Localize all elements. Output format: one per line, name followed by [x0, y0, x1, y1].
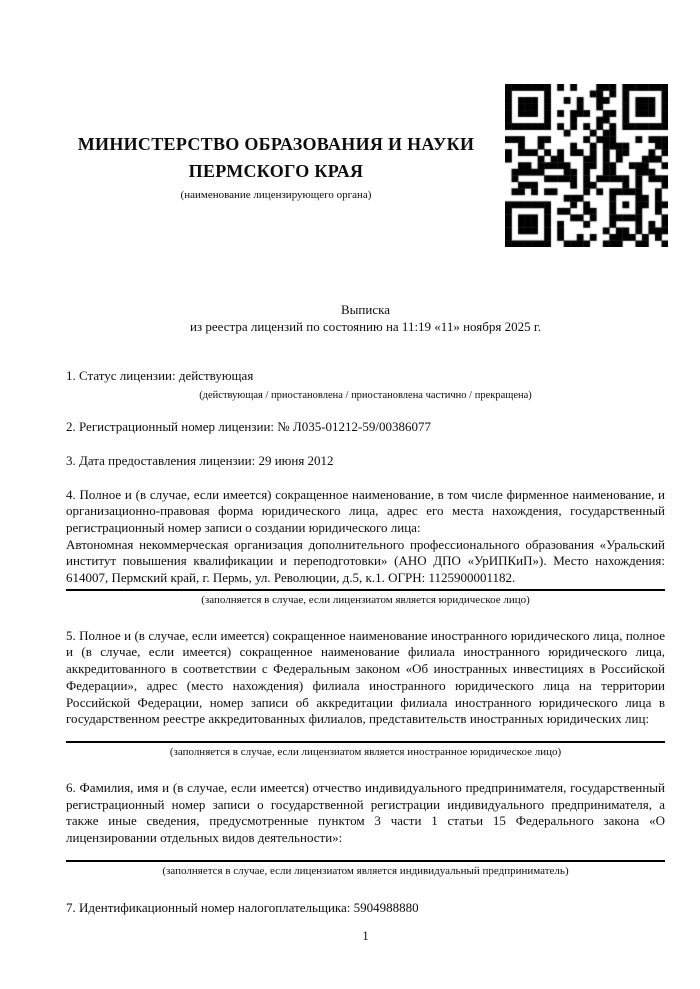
document-subtitle-date: из реестра лицензий по состоянию на 11:19 «11» ноября 2025 г.	[190, 318, 541, 334]
foreign-entity-fill-caption: (заполняется в случае, если лицензиатом является иностранное юридическое лицо)	[169, 745, 562, 758]
ministry-name-line1: МИНИСТЕРСТВО ОБРАЗОВАНИЯ И НАУКИ	[77, 134, 475, 154]
legal-entity-item-value: Автономная некоммерческая организация дополнительного профессионального образования «Уральский институт повышения квалификации и переподготовки» (АНО ДПО «УрИПКиП»). Место нахождения: 614007, Пермский край, г. Пермь, ул. Революции, д.5, к.1. ОГРН: 1125900001182.	[66, 536, 665, 586]
legal-entity-item	[66, 487, 665, 607]
licensing-authority-caption: (наименование лицензирующего органа)	[180, 189, 372, 201]
grant-date-item: 3. Дата предоставления лицензии: 29 июня 2012	[66, 452, 334, 468]
page-number: 1	[362, 929, 369, 944]
individual-entrepreneur-fill-rule	[66, 860, 665, 862]
legal-entity-fill-caption: (заполняется в случае, если лицензиатом является юридическое лицо)	[201, 593, 530, 606]
individual-entrepreneur-item-label: 6. Фамилия, имя и (в случае, если имеется) отчество индивидуального предпринимателя, государственный регистрационный номер записи о государственной регистрации индивидуального предпринимателя, а также иные сведения, предусмотренные пунктом 3 части 1 статьи 15 Федерального закона «О лицензировании отдельных видов деятельности»:	[66, 779, 665, 846]
license-status-options-note: (действующая / приостановлена / приостановлена частично / прекращена)	[199, 390, 532, 402]
legal-entity-item-label: 4. Полное и (в случае, если имеется) сокращенное наименование, в том числе фирменное наименование, и организационно-правовая форма юридического лица, адрес его места нахождения, государственный регистрационный номер записи о создании юридического лица:	[66, 486, 665, 535]
legal-entity-fill-rule	[66, 589, 665, 591]
ministry-name-line2: ПЕРМСКОГО КРАЯ	[188, 161, 364, 181]
document-title-block	[66, 302, 665, 335]
document-content	[66, 0, 665, 944]
foreign-entity-item	[66, 628, 665, 759]
license-status-item: 1. Статус лицензии: действующая	[66, 368, 254, 384]
document-title: Выписка	[341, 302, 390, 317]
foreign-entity-item-label: 5. Полное и (в случае, если имеется) сокращенное наименование иностранного юридического лица, полное и (в случае, если имеется) сокращенное наименование филиала иностранного юридического лица, аккредитованного в соответствии с Федеральным законом «Об иностранных инвестициях в Российской Федерации», адрес (место нахождения) филиала иностранного юридического лица на территории Российской Федерации, номер записи об аккредитации филиала иностранного юридического лица в государственном реестре аккредитованных филиалов, представительств иностранных юридических лиц:	[66, 627, 665, 727]
individual-entrepreneur-item	[66, 780, 665, 878]
registration-number-item: 2. Регистрационный номер лицензии: № Л035-01212-59/00386077	[66, 419, 432, 435]
individual-entrepreneur-fill-caption: (заполняется в случае, если лицензиатом является индивидуальный предприниматель)	[162, 864, 569, 877]
licensing-authority-header	[66, 131, 486, 202]
taxpayer-id-item: 7. Идентификационный номер налогоплательщика: 5904988880	[66, 899, 419, 915]
foreign-entity-fill-rule	[66, 741, 665, 743]
